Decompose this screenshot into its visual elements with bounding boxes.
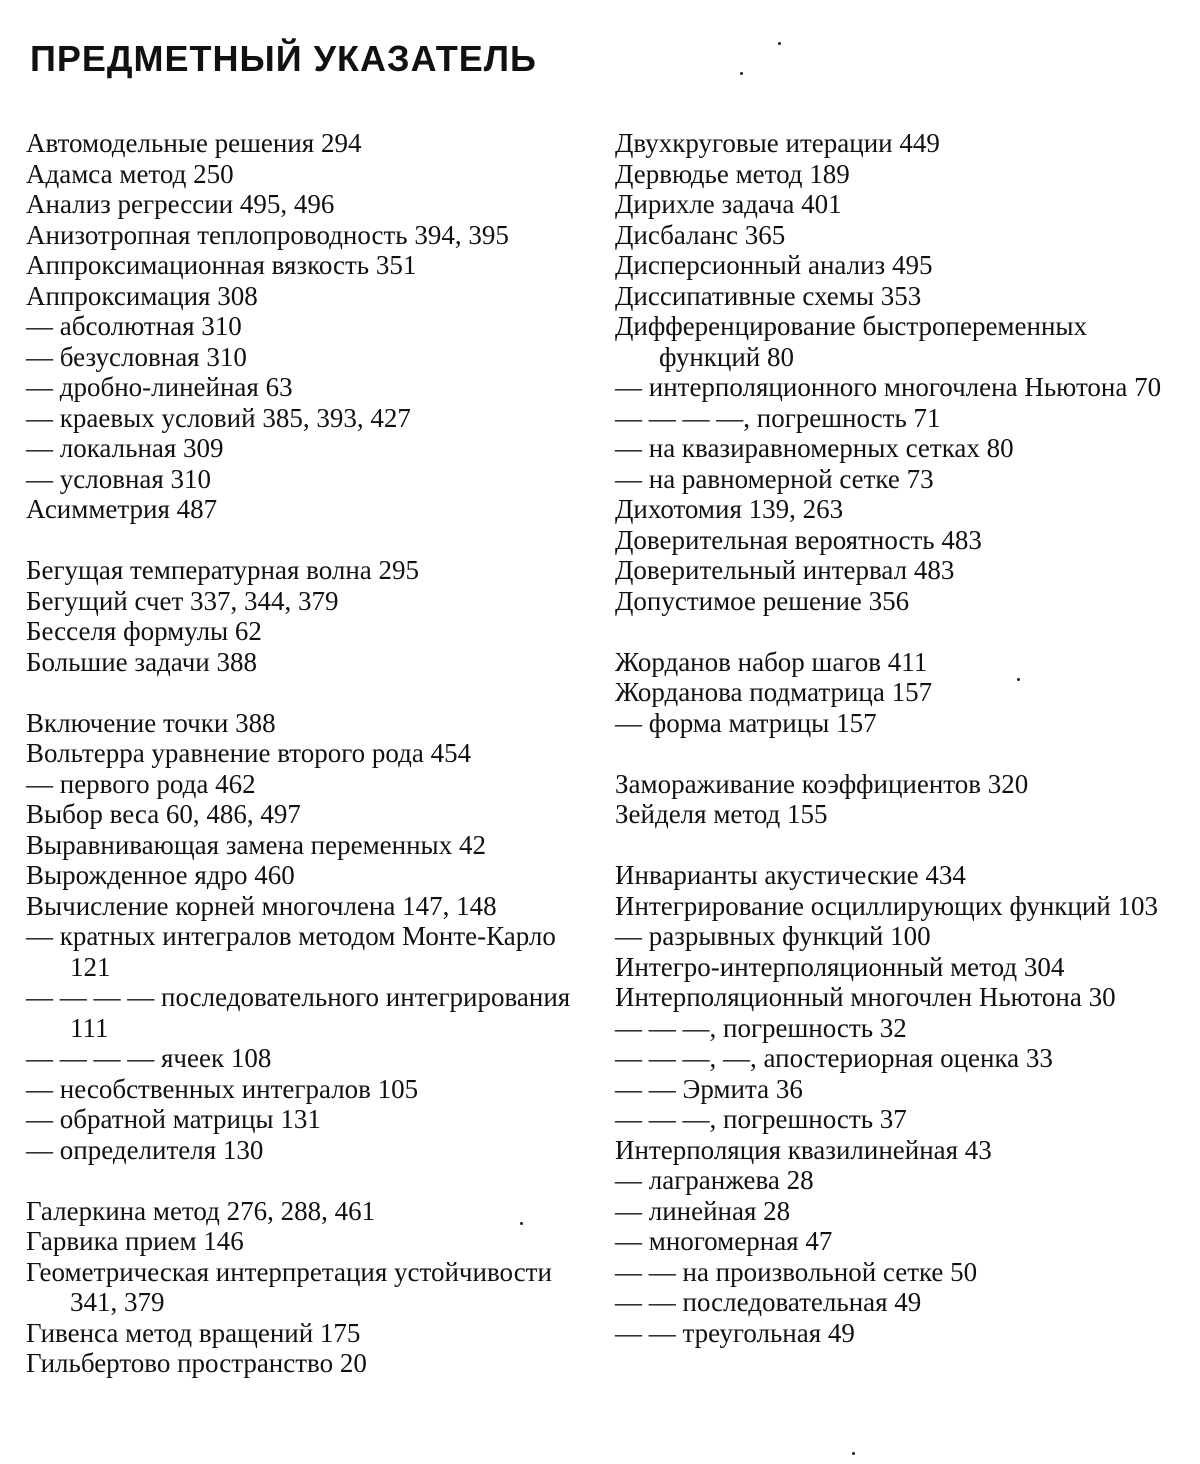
print-speck: [740, 72, 743, 75]
index-entry: — обратной матрицы 131: [26, 1104, 321, 1134]
index-entry: — — — — последовательного интегрирования 111: [26, 982, 571, 1043]
index-entry: — форма матрицы 157: [615, 707, 877, 738]
index-entry: Дихотомия 139, 263: [615, 494, 844, 524]
letter-group-gap: [26, 677, 578, 708]
index-entry: — — —, —, апостериорная оценка 33: [615, 1043, 1053, 1073]
letter-group-gap: [26, 525, 578, 556]
index-entry: Дифференцирование быстропеременных функций 80: [615, 311, 1088, 372]
index-entry: Замораживание коэффициентов 320: [615, 768, 1029, 799]
index-entry: Гильбертово пространство 20: [26, 1348, 367, 1378]
index-entry: Доверительный интервал 483: [615, 555, 955, 585]
index-entry: Выбор веса 60, 486, 497: [26, 799, 301, 829]
letter-group-gap: [615, 616, 1175, 647]
index-entry: Автомодельные решения 294: [26, 128, 362, 158]
index-entry: Жорданов набор шагов 411: [615, 646, 928, 677]
index-entry: Адамса метод 250: [26, 158, 234, 189]
letter-group-gap: [615, 738, 1175, 769]
index-entry: — — —, погрешность 32: [615, 1012, 907, 1043]
index-entry: Интерполяция квазилинейная 43: [615, 1134, 992, 1165]
index-entry: Вольтерра уравнение второго рода 454: [26, 738, 472, 768]
index-entry: — — Эрмита 36: [615, 1073, 803, 1104]
print-speck: [520, 1222, 523, 1225]
letter-group-gap: [615, 830, 1175, 861]
index-entry: Бесселя формулы 62: [26, 616, 262, 646]
index-entry: Дирихле задача 401: [615, 189, 842, 219]
index-entry: Инварианты акустические 434: [615, 860, 966, 890]
index-entry: — лагранжева 28: [615, 1165, 814, 1195]
print-speck: [778, 42, 781, 45]
index-entry: — интерполяционного многочлена Ньютона 70: [615, 372, 1162, 402]
index-entry: — локальная 309: [26, 433, 224, 463]
index-entry: Бегущая температурная волна 295: [26, 555, 420, 585]
index-entry: — безусловная 310: [26, 341, 247, 372]
index-entry: — разрывных функций 100: [615, 921, 931, 951]
index-entry: Галеркина метод 276, 288, 461: [26, 1195, 376, 1226]
index-entry: Асимметрия 487: [26, 494, 218, 524]
index-entry: Анизотропная теплопроводность 394, 395: [26, 219, 509, 250]
index-entry: Выравнивающая замена переменных 42: [26, 829, 486, 860]
index-entry: — первого рода 462: [26, 768, 256, 799]
index-entry: Дисперсионный анализ 495: [615, 250, 933, 280]
index-entry: Аппроксимация 308: [26, 280, 258, 311]
index-column-right: [615, 128, 1175, 1348]
index-entry: Доверительная вероятность 483: [615, 524, 982, 555]
index-entry: Геометрическая интерпретация устойчивости 341, 379: [26, 1256, 552, 1317]
index-entry: — — —, погрешность 37: [615, 1104, 907, 1134]
index-entry: Гарвика прием 146: [26, 1226, 244, 1256]
index-entry: Большие задачи 388: [26, 646, 257, 677]
index-entry: Дервюдье метод 189: [615, 158, 850, 189]
index-entry: Аппроксимационная вязкость 351: [26, 250, 417, 280]
index-entry: — многомерная 47: [615, 1226, 833, 1256]
index-entry: — линейная 28: [615, 1195, 791, 1226]
page-title: ПРЕДМЕТНЫЙ УКАЗАТЕЛЬ: [30, 38, 537, 79]
index-entry: Вычисление корней многочлена 147, 148: [26, 890, 497, 921]
index-entry: Включение точки 388: [26, 707, 276, 738]
print-speck: [1017, 678, 1020, 681]
index-entry: — абсолютная 310: [26, 311, 242, 341]
index-entry: — дробно-линейная 63: [26, 372, 293, 402]
index-entry: Зейделя метод 155: [615, 799, 828, 829]
letter-group-gap: [26, 1165, 578, 1196]
index-entry: Бегущий счет 337, 344, 379: [26, 585, 339, 616]
index-entry: — условная 310: [26, 463, 212, 494]
index-column-left: [26, 128, 578, 1379]
index-entry: Гивенса метод вращений 175: [26, 1317, 361, 1348]
print-speck: [852, 1452, 855, 1455]
index-entry: Двухкруговые итерации 449: [615, 128, 940, 158]
index-entry: Интерполяционный многочлен Ньютона 30: [615, 982, 1116, 1012]
index-entry: Жорданова подматрица 157: [615, 677, 933, 707]
index-entry: — — последовательная 49: [615, 1287, 922, 1317]
index-entry: Интегрирование осциллирующих функций 103: [615, 890, 1159, 921]
index-entry: — на квазиравномерных сетках 80: [615, 433, 1014, 463]
index-entry: Диссипативные схемы 353: [615, 280, 922, 311]
index-entry: — определителя 130: [26, 1134, 264, 1165]
index-entry: — краевых условий 385, 393, 427: [26, 402, 411, 433]
index-entry: — — треугольная 49: [615, 1317, 855, 1348]
index-entry: — — на произвольной сетке 50: [615, 1256, 978, 1287]
index-entry: — — — — ячеек 108: [26, 1043, 272, 1073]
index-entry: — на равномерной сетке 73: [615, 463, 934, 494]
index-entry: — несобственных интегралов 105: [26, 1073, 419, 1104]
index-entry: Дисбаланс 365: [615, 219, 786, 250]
index-entry: — кратных интегралов методом Монте-Карло 121: [26, 921, 556, 982]
index-entry: Вырожденное ядро 460: [26, 860, 295, 890]
index-entry: Интегро-интерполяционный метод 304: [615, 951, 1065, 982]
index-entry: Анализ регрессии 495, 496: [26, 189, 335, 219]
index-entry: Допустимое решение 356: [615, 585, 910, 616]
index-entry: — — — —, погрешность 71: [615, 402, 941, 433]
